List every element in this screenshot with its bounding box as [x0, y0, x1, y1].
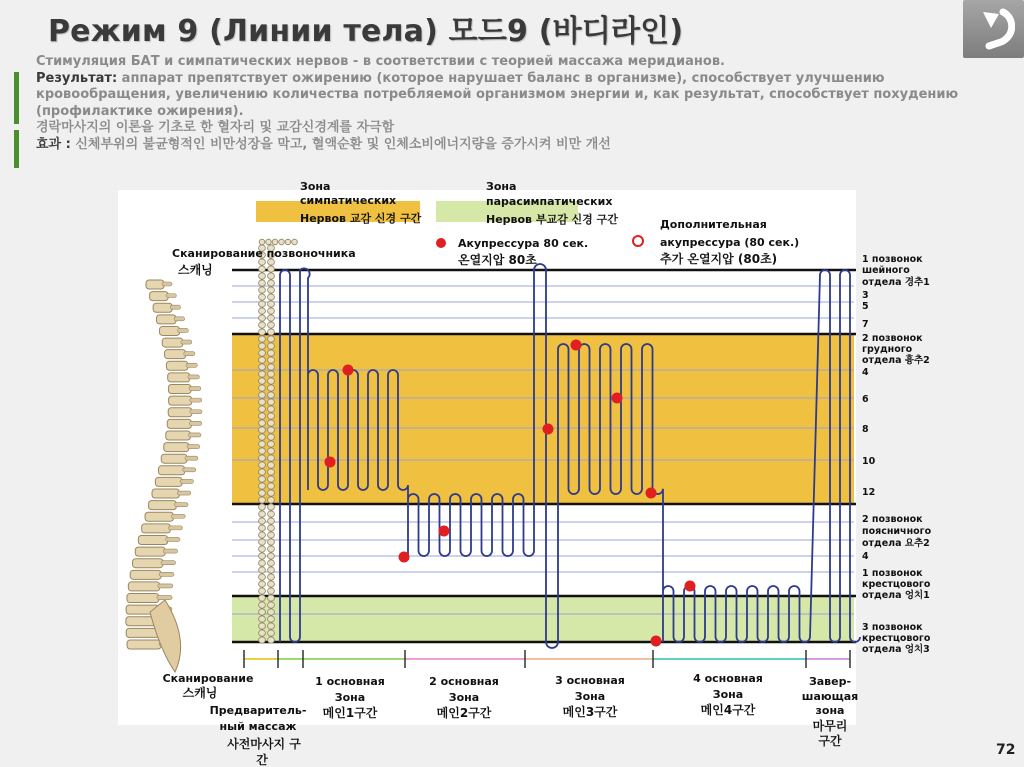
chain-bead	[268, 448, 275, 454]
vertebra-shape	[146, 280, 164, 289]
chain-bead	[268, 329, 275, 335]
vertebra-label: 2 позвонок	[862, 514, 923, 525]
vertebra-label: 10	[862, 456, 876, 467]
chain-bead	[268, 490, 275, 496]
acupoint-dot	[646, 488, 657, 499]
chain-bead	[259, 371, 266, 377]
vertebra-shape	[167, 419, 191, 428]
chain-bead	[268, 322, 275, 328]
vertebra-shape	[135, 547, 165, 556]
vertebra-shape	[162, 338, 183, 347]
vertebra-label: грудного	[862, 344, 913, 355]
vertebra-shape	[127, 640, 161, 649]
page-number: 72	[996, 742, 1016, 758]
chain-bead	[268, 287, 275, 293]
vertebra-shape	[127, 594, 159, 603]
vertebra-label: 2 позвонок	[862, 333, 923, 344]
chain-bead	[268, 392, 275, 398]
vertebra-label: 3 позвонок	[862, 622, 923, 633]
chain-bead	[268, 609, 275, 615]
acupoint-dot	[343, 365, 354, 376]
chain-bead	[268, 378, 275, 384]
chain-bead	[259, 399, 266, 405]
chain-bead	[259, 630, 266, 636]
vertebra-process	[188, 375, 200, 379]
main1-zone-label: 메인1구간	[322, 706, 378, 720]
vertebra-process	[170, 305, 180, 309]
chain-bead	[279, 239, 285, 245]
effect-label: 효과 :	[36, 136, 71, 152]
main4-zone-label: 메인4구간	[700, 703, 756, 717]
parasympathetic-label-3: Нервов 부교감 신경 구간	[486, 213, 618, 226]
vertebra-shape	[166, 431, 191, 440]
main2-zone-label: 메인2구간	[436, 706, 492, 720]
acupoint-dot	[325, 457, 336, 468]
vertebra-label: отдела 흉추2	[862, 355, 930, 366]
vertebra-label: крестцового	[862, 633, 931, 644]
chain-bead	[259, 357, 266, 363]
chain-bead	[268, 280, 275, 286]
vertebra-shape	[126, 628, 159, 637]
chain-bead	[268, 588, 275, 594]
chain-bead	[268, 441, 275, 447]
chain-bead	[259, 294, 266, 300]
chain-bead	[259, 609, 266, 615]
vertebra-process	[185, 456, 198, 460]
chain-bead	[259, 539, 266, 545]
vertebra-label: 1 позвонок	[862, 568, 923, 579]
vertebra-labels	[862, 254, 932, 655]
acupressure-label-1: Акупрессура 80 сек.	[458, 237, 589, 250]
chain-bead	[259, 427, 266, 433]
chain-bead	[259, 455, 266, 461]
chain-bead	[268, 476, 275, 482]
vertebra-process	[190, 398, 202, 402]
vertebra-label: отдела 엉치3	[862, 644, 930, 655]
result-text: аппарат препятствует ожирению (которое нарушает баланс в организме), способствует улучшению кровообращения, увеличению количества потребляемой организмом энергии и, как результат, способствует похудению (профилактике ожирения).	[36, 70, 959, 119]
chain-bead	[268, 616, 275, 622]
effect-text: 신체부위의 불균형적인 비만성장을 막고, 혈액순환 및 인체소비에너지량을 증가시켜 비만 개선	[70, 136, 611, 152]
vertebra-process	[159, 572, 174, 576]
chain-bead	[259, 273, 266, 279]
chain-bead	[259, 476, 266, 482]
final-zone-label: 마무리	[812, 719, 848, 733]
chain-bead	[259, 441, 266, 447]
final-zone-label: Завер-	[808, 675, 852, 688]
vertebra-shape	[158, 466, 184, 475]
chain-bead	[259, 266, 266, 272]
chain-bead	[259, 378, 266, 384]
vertebra-shape	[150, 292, 169, 301]
vertebra-process	[171, 514, 185, 518]
premassage-zone-label: Предваритель-	[209, 704, 307, 717]
vertebra-process	[161, 561, 176, 565]
extra-acupressure-label-2: акупрессура (80 сек.)	[660, 236, 800, 249]
chain-bead	[259, 336, 266, 342]
chain-bead	[259, 602, 266, 608]
chain-bead	[268, 630, 275, 636]
korean-description: 경락마사지의 이론을 기초로 한 혈자리 및 교감신경계를 자극함	[36, 120, 395, 136]
chain-bead	[259, 280, 266, 286]
vertebra-process	[186, 363, 197, 367]
main3-zone-label: 3 основная	[555, 674, 625, 687]
vertebra-shape	[152, 489, 179, 498]
sympathetic-label-3: Нервов 교감 신경 구간	[300, 212, 422, 225]
chain-bead	[259, 581, 266, 587]
chain-bead	[259, 560, 266, 566]
vertebra-shape	[142, 524, 171, 533]
vertebra-shape	[168, 408, 192, 417]
chain-bead	[268, 434, 275, 440]
extra-acupressure-label-3: 추가 온열지압 (80초)	[660, 252, 778, 266]
parasympathetic-zone-band	[232, 596, 854, 642]
final-zone-label: шающая	[801, 690, 859, 703]
chain-bead	[259, 504, 266, 510]
vertebra-label: 5	[862, 301, 869, 312]
premassage-zone-label: ный массаж	[219, 720, 297, 733]
chain-bead	[259, 392, 266, 398]
chain-bead	[268, 532, 275, 538]
vertebra-label: поясничного	[862, 526, 932, 537]
chain-bead	[268, 455, 275, 461]
chain-bead	[268, 364, 275, 370]
vertebra-process	[178, 328, 189, 332]
vertebra-process	[166, 294, 176, 298]
vertebra-label: отдела 경추1	[862, 277, 930, 288]
premassage-zone-label: 사전마사지 구	[227, 737, 301, 751]
chain-bead	[259, 497, 266, 503]
vertebra-shape	[145, 512, 173, 521]
chain-bead	[268, 308, 275, 314]
vertebra-shape	[160, 326, 180, 335]
vertebra-shape	[133, 559, 163, 568]
chain-bead	[259, 343, 266, 349]
vertebra-process	[181, 340, 192, 344]
vertebra-shape	[153, 303, 172, 312]
legend-text	[172, 180, 799, 277]
chain-bead	[268, 420, 275, 426]
chain-bead	[268, 525, 275, 531]
main1-zone-label: Зона	[334, 691, 366, 704]
main3-zone-label: 메인3구간	[562, 705, 618, 719]
chain-bead	[268, 399, 275, 405]
vertebra-shape	[155, 477, 182, 486]
acupoint-dot	[612, 393, 623, 404]
vertebra-process	[180, 479, 193, 483]
vertebra-shape	[168, 385, 191, 394]
chain-bead	[259, 420, 266, 426]
main1-zone-label: 1 основная	[315, 675, 385, 688]
chain-bead	[259, 315, 266, 321]
chain-bead	[272, 239, 278, 245]
chain-bead	[259, 511, 266, 517]
vertebra-process	[189, 421, 201, 425]
chain-bead	[268, 385, 275, 391]
vertebra-label: крестцового	[862, 579, 931, 590]
chain-bead	[268, 504, 275, 510]
vertebra-process	[157, 596, 172, 600]
chain-bead	[268, 406, 275, 412]
main2-zone-label: Зона	[448, 691, 480, 704]
main2-zone-label: 2 основная	[429, 675, 499, 688]
chain-bead	[259, 588, 266, 594]
chain-bead	[268, 497, 275, 503]
vertebra-process	[168, 526, 182, 530]
chain-bead	[268, 623, 275, 629]
chain-bead	[259, 301, 266, 307]
chain-bead	[268, 413, 275, 419]
acupoint-dot	[399, 552, 410, 563]
chain-bead	[259, 567, 266, 573]
vertebra-shape	[169, 396, 192, 405]
vertebra-process	[189, 387, 201, 391]
vertebra-label: 6	[862, 394, 869, 405]
chain-bead	[259, 637, 266, 643]
chain-bead	[259, 525, 266, 531]
vertebra-shape	[166, 361, 188, 370]
chain-bead	[259, 322, 266, 328]
chain-bead	[268, 371, 275, 377]
acupoint-dot	[651, 636, 662, 647]
chain-bead	[268, 567, 275, 573]
chain-bead	[268, 273, 275, 279]
chain-bead	[268, 427, 275, 433]
vertebra-shape	[128, 582, 159, 591]
chain-bead	[268, 266, 275, 272]
chain-bead	[268, 546, 275, 552]
vertebra-shape	[168, 373, 190, 382]
vertebra-process	[162, 282, 172, 286]
vertebra-process	[190, 410, 202, 414]
vertebra-process	[158, 584, 173, 588]
sympathetic-label-2: симпатических	[300, 194, 397, 207]
scan-zone-label: 스캐닝	[182, 686, 218, 700]
chain-bead	[259, 385, 266, 391]
vertebra-label: 1 позвонок	[862, 254, 923, 265]
chain-bead	[292, 239, 298, 245]
chain-bead	[259, 462, 266, 468]
chain-bead	[259, 287, 266, 293]
vertebra-shape	[130, 570, 161, 579]
vertebra-process	[166, 537, 180, 541]
parasympathetic-label-2: парасимпатических	[486, 195, 613, 208]
vertebra-label: 12	[862, 487, 876, 498]
chain-bead	[285, 239, 291, 245]
acupoint-dot	[685, 581, 696, 592]
vertebra-label: отдела 요추2	[862, 538, 930, 549]
final-zone-label: зона	[815, 704, 845, 717]
chain-bead	[268, 294, 275, 300]
sympathetic-label-1: Зона	[300, 180, 331, 193]
chain-bead	[259, 239, 265, 245]
acupoint-dot	[571, 340, 582, 351]
extra-acupressure-label-1: Дополнительная	[660, 218, 767, 231]
vertebra-process	[187, 445, 200, 449]
chain-bead	[268, 469, 275, 475]
chain-bead	[268, 301, 275, 307]
chain-bead	[259, 308, 266, 314]
chain-bead	[268, 350, 275, 356]
chain-bead	[268, 595, 275, 601]
scan-zone-label: Сканирование	[162, 672, 254, 685]
vertebra-process	[174, 503, 188, 507]
vertebra-shape	[165, 350, 186, 359]
acupressure-label-2: 온열지압 80초	[458, 253, 537, 267]
parasympathetic-label-1: Зона	[486, 180, 517, 193]
chain-bead	[259, 469, 266, 475]
chain-bead	[259, 574, 266, 580]
chain-bead	[259, 413, 266, 419]
vertebra-process	[174, 317, 185, 321]
chain-bead	[268, 553, 275, 559]
chain-bead	[268, 602, 275, 608]
chain-bead	[259, 434, 266, 440]
chain-bead	[268, 574, 275, 580]
acupressure-legend-dot	[436, 238, 446, 248]
extra-acupressure-legend-dot	[633, 236, 643, 246]
chain-bead	[259, 483, 266, 489]
chain-bead	[259, 595, 266, 601]
chain-bead	[268, 315, 275, 321]
chain-bead	[268, 560, 275, 566]
spine-scan-legend-chain	[259, 239, 297, 245]
chain-bead	[259, 546, 266, 552]
vertebra-process	[184, 352, 195, 356]
main4-zone-label: 4 основная	[693, 672, 763, 685]
chain-bead	[259, 553, 266, 559]
zone-labels	[163, 672, 859, 767]
chain-bead	[268, 336, 275, 342]
chain-bead	[259, 616, 266, 622]
chain-bead	[268, 581, 275, 587]
chain-bead	[268, 518, 275, 524]
vertebra-label: 7	[862, 319, 869, 330]
chain-bead	[268, 511, 275, 517]
main3-zone-label: Зона	[574, 690, 606, 703]
chain-bead	[259, 448, 266, 454]
chain-bead	[259, 490, 266, 496]
chain-bead	[266, 239, 272, 245]
vertebra-label: 4	[862, 367, 869, 378]
chain-bead	[259, 329, 266, 335]
spine-illustration	[126, 280, 202, 672]
vertebra-shape	[138, 535, 167, 544]
vertebra-process	[183, 468, 196, 472]
acupoint-dot	[439, 526, 450, 537]
chain-bead	[268, 637, 275, 643]
chain-bead	[268, 483, 275, 489]
vertebra-label: отдела 엉치1	[862, 590, 930, 601]
vertebra-shape	[164, 443, 189, 452]
chain-bead	[268, 462, 275, 468]
vertebra-process	[177, 491, 190, 495]
chain-bead	[268, 357, 275, 363]
vertebra-process	[163, 549, 177, 553]
sympathetic-zone-band	[232, 334, 854, 504]
chain-bead	[259, 623, 266, 629]
final-zone-label: 구간	[818, 734, 842, 748]
vertebra-label: 3	[862, 290, 869, 301]
chain-bead	[268, 343, 275, 349]
description-line: Стимуляция БАТ и симпатических нервов - в соответствии с теорией массажа меридианов.	[36, 54, 725, 69]
premassage-zone-label: 간	[256, 753, 268, 767]
spine-scan-label-2: 스캐닝	[178, 263, 213, 277]
result-label: Результат:	[36, 70, 118, 86]
vertebra-label: шейного	[862, 265, 910, 276]
vertebra-label: 8	[862, 424, 869, 435]
chain-bead	[268, 539, 275, 545]
vertebra-process	[188, 433, 201, 437]
chain-bead	[259, 532, 266, 538]
page-title: Режим 9 (Линии тела) 모드9 (바디라인)	[48, 14, 684, 49]
chain-bead	[259, 518, 266, 524]
chain-bead	[259, 406, 266, 412]
vertebra-shape	[161, 454, 187, 463]
spine-scan-label-1: Сканирование позвоночника	[172, 247, 356, 260]
chain-bead	[259, 364, 266, 370]
chain-bead	[259, 350, 266, 356]
vertebra-shape	[156, 315, 176, 324]
main4-zone-label: Зона	[712, 688, 744, 701]
vertebra-shape	[149, 501, 177, 510]
vertebra-label: 4	[862, 551, 869, 562]
acupoint-dot	[543, 424, 554, 435]
